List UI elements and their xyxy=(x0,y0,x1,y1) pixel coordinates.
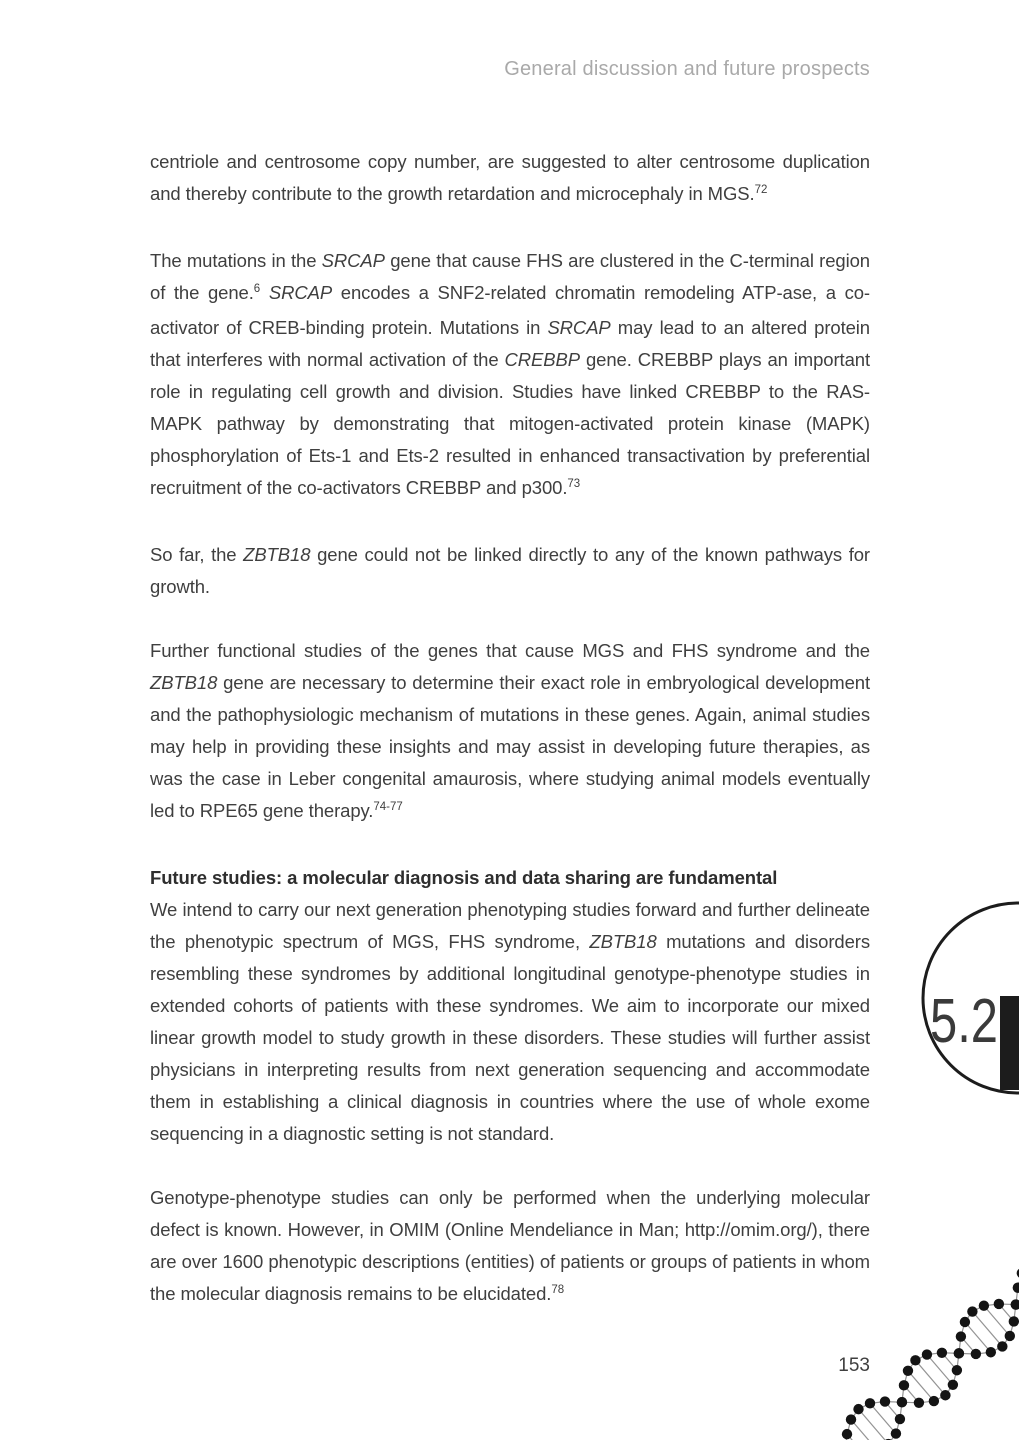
body-paragraph xyxy=(150,894,870,1150)
text-segment: mutations and disorders resembling these syndromes by additional longitudinal genotype-phenotype studies in extended cohorts of patients with these syndromes. We aim to incorporate our mixed linear growth model to study growth in these disorders. These studies will further assist physicians in interpreting results from next generation sequencing and accommodate them in establishing a clinical diagnosis in countries where the use of whole exome sequencing in a diagnostic setting is not standard. xyxy=(150,931,870,1144)
black-bar-icon xyxy=(1000,996,1019,1090)
superscript-reference: 78 xyxy=(551,1284,565,1296)
chapter-badge xyxy=(915,898,1019,1098)
superscript-reference: 73 xyxy=(567,478,581,490)
text-segment: So far, the xyxy=(150,544,244,565)
italic-gene-name: CREBBP xyxy=(504,349,580,370)
page-number: 153 xyxy=(838,1355,870,1376)
text-segment xyxy=(260,282,269,303)
italic-gene-name: ZBTB18 xyxy=(589,931,657,952)
italic-gene-name: SRCAP xyxy=(547,317,611,338)
superscript-reference: 6 xyxy=(253,283,261,295)
text-segment: gene that cause FHS are clustered in the C-terminal region of the gene. xyxy=(150,250,870,303)
body-paragraph xyxy=(150,146,870,213)
text-segment: Future studies: a molecular diagnosis and data sharing are fundamental xyxy=(150,867,778,888)
text-segment: centriole and centrosome copy number, are suggested to alter centrosome duplication and thereby contribute to the growth retardation and microcephaly in MGS. xyxy=(150,151,870,204)
section-heading xyxy=(150,862,870,894)
chapter-number: 5.2 xyxy=(930,987,998,1056)
text-segment: Further functional studies of the genes that cause MGS and FHS syndrome and the xyxy=(150,640,870,661)
superscript-reference: 74-77 xyxy=(373,801,403,813)
text-segment: may lead to an altered protein that interferes with normal activation of the xyxy=(150,317,870,370)
text-segment: encodes a SNF2-related chromatin remodeling ATP-ase, a co-activator of CREB-binding protein. Mutations in xyxy=(150,282,870,338)
running-header: General discussion and future prospects xyxy=(504,58,870,80)
italic-gene-name: SRCAP xyxy=(268,282,333,303)
body-paragraph xyxy=(150,1182,870,1313)
italic-gene-name: SRCAP xyxy=(321,250,385,271)
text-segment: We intend to carry our next generation phenotyping studies forward and further delineate the phenotypic spectrum of MGS, FHS syndrome, xyxy=(150,899,870,952)
text-segment: gene. CREBBP plays an important role in regulating cell growth and division. Studies have linked CREBBP to the RAS-MAPK pathway by demonstrating that mitogen-activated protein kinase (MAPK) phosphorylation of Ets-1 and Ets-2 resulted in enhanced transactivation by preferential recruitment of the co-activators CREBBP and p300. xyxy=(150,349,870,498)
text-segment: gene are necessary to determine their exact role in embryological development and the pathophysiologic mechanism of mutations in these genes. Again, animal studies may help in providing these insights and may assist in developing future therapies, as was the case in Leber congenital amaurosis, where studying animal models eventually led to RPE65 gene therapy. xyxy=(150,672,870,821)
text-segment: The mutations in the xyxy=(150,250,322,271)
body-paragraph xyxy=(150,635,870,830)
superscript-reference: 72 xyxy=(754,184,768,196)
body-paragraph xyxy=(150,539,870,603)
text-segment: Genotype-phenotype studies can only be performed when the underlying molecular defect is known. However, in OMIM (Online Mendeliance in Man; http://omim.org/), there are over 1600 phenotypic descriptions (entities) of patients or groups of patients in whom the molecular diagnosis remains to be elucidated. xyxy=(150,1187,870,1304)
text-segment: gene could not be linked directly to any of the known pathways for growth. xyxy=(150,544,870,597)
dna-double-helix-icon xyxy=(819,1265,1019,1440)
body-paragraph xyxy=(150,245,870,507)
body-text-column xyxy=(150,146,870,1345)
italic-gene-name: ZBTB18 xyxy=(243,544,311,565)
italic-gene-name: ZBTB18 xyxy=(150,672,218,693)
